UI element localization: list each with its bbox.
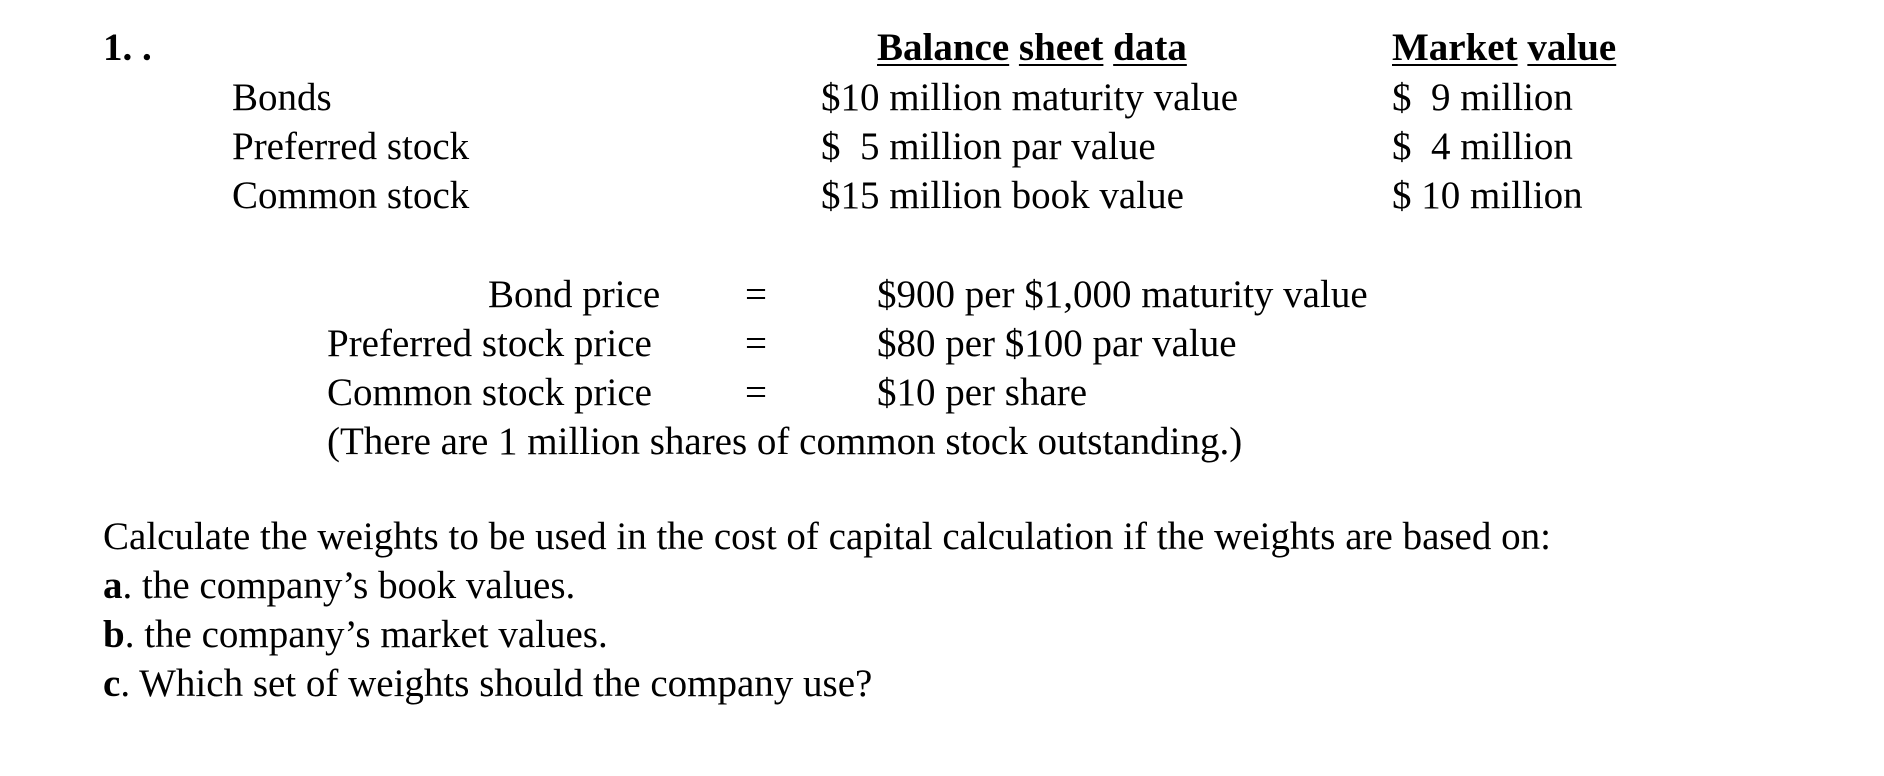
row-label-common: Common stock — [232, 174, 470, 217]
row-balance-bonds: $10 million maturity value — [821, 76, 1239, 119]
price-value-common: $10 per share — [877, 371, 1088, 414]
part-letter: b — [103, 613, 125, 656]
header-word: Market — [1392, 26, 1518, 69]
part-letter: a — [103, 564, 123, 607]
price-value-bond: $900 per $1,000 maturity value — [877, 273, 1368, 316]
market-value-header — [1392, 28, 1616, 67]
shares-note: (There are 1 million shares of common stock outstanding.) — [327, 420, 1243, 463]
part-letter: c — [103, 662, 121, 705]
price-label-common: Common stock price — [327, 371, 652, 414]
part-text: . the company’s book values. — [122, 564, 576, 607]
equals-sign: = — [745, 273, 767, 316]
part-c — [103, 659, 1663, 708]
header-word: data — [1113, 26, 1187, 69]
row-balance-preferred: $ 5 million par value — [821, 125, 1156, 168]
price-label-preferred: Preferred stock price — [327, 322, 652, 365]
row-label-bonds: Bonds — [232, 76, 332, 119]
row-balance-common: $15 million book value — [821, 174, 1184, 217]
price-value-preferred: $80 per $100 par value — [877, 322, 1237, 365]
equals-sign: = — [745, 322, 767, 365]
part-text: . the company’s market values. — [124, 613, 608, 656]
row-market-common: $ 10 million — [1392, 174, 1583, 217]
part-b — [103, 610, 1663, 659]
row-label-preferred: Preferred stock — [232, 125, 470, 168]
part-text: . Which set of weights should the company use? — [120, 662, 873, 705]
row-market-bonds: $ 9 million — [1392, 76, 1573, 119]
equals-sign: = — [745, 371, 767, 414]
header-word: Balance — [877, 26, 1010, 69]
part-a — [103, 561, 1663, 610]
balance-sheet-header — [877, 28, 1187, 67]
problem-number: 1. . — [103, 26, 152, 69]
header-word: sheet — [1018, 26, 1104, 69]
price-label-bond: Bond price — [488, 273, 661, 316]
header-word: value — [1527, 26, 1617, 69]
question-block — [103, 512, 1663, 708]
question-text: Calculate the weights to be used in the cost of capital calculation if the weights are based on: — [103, 515, 1551, 558]
row-market-preferred: $ 4 million — [1392, 125, 1573, 168]
